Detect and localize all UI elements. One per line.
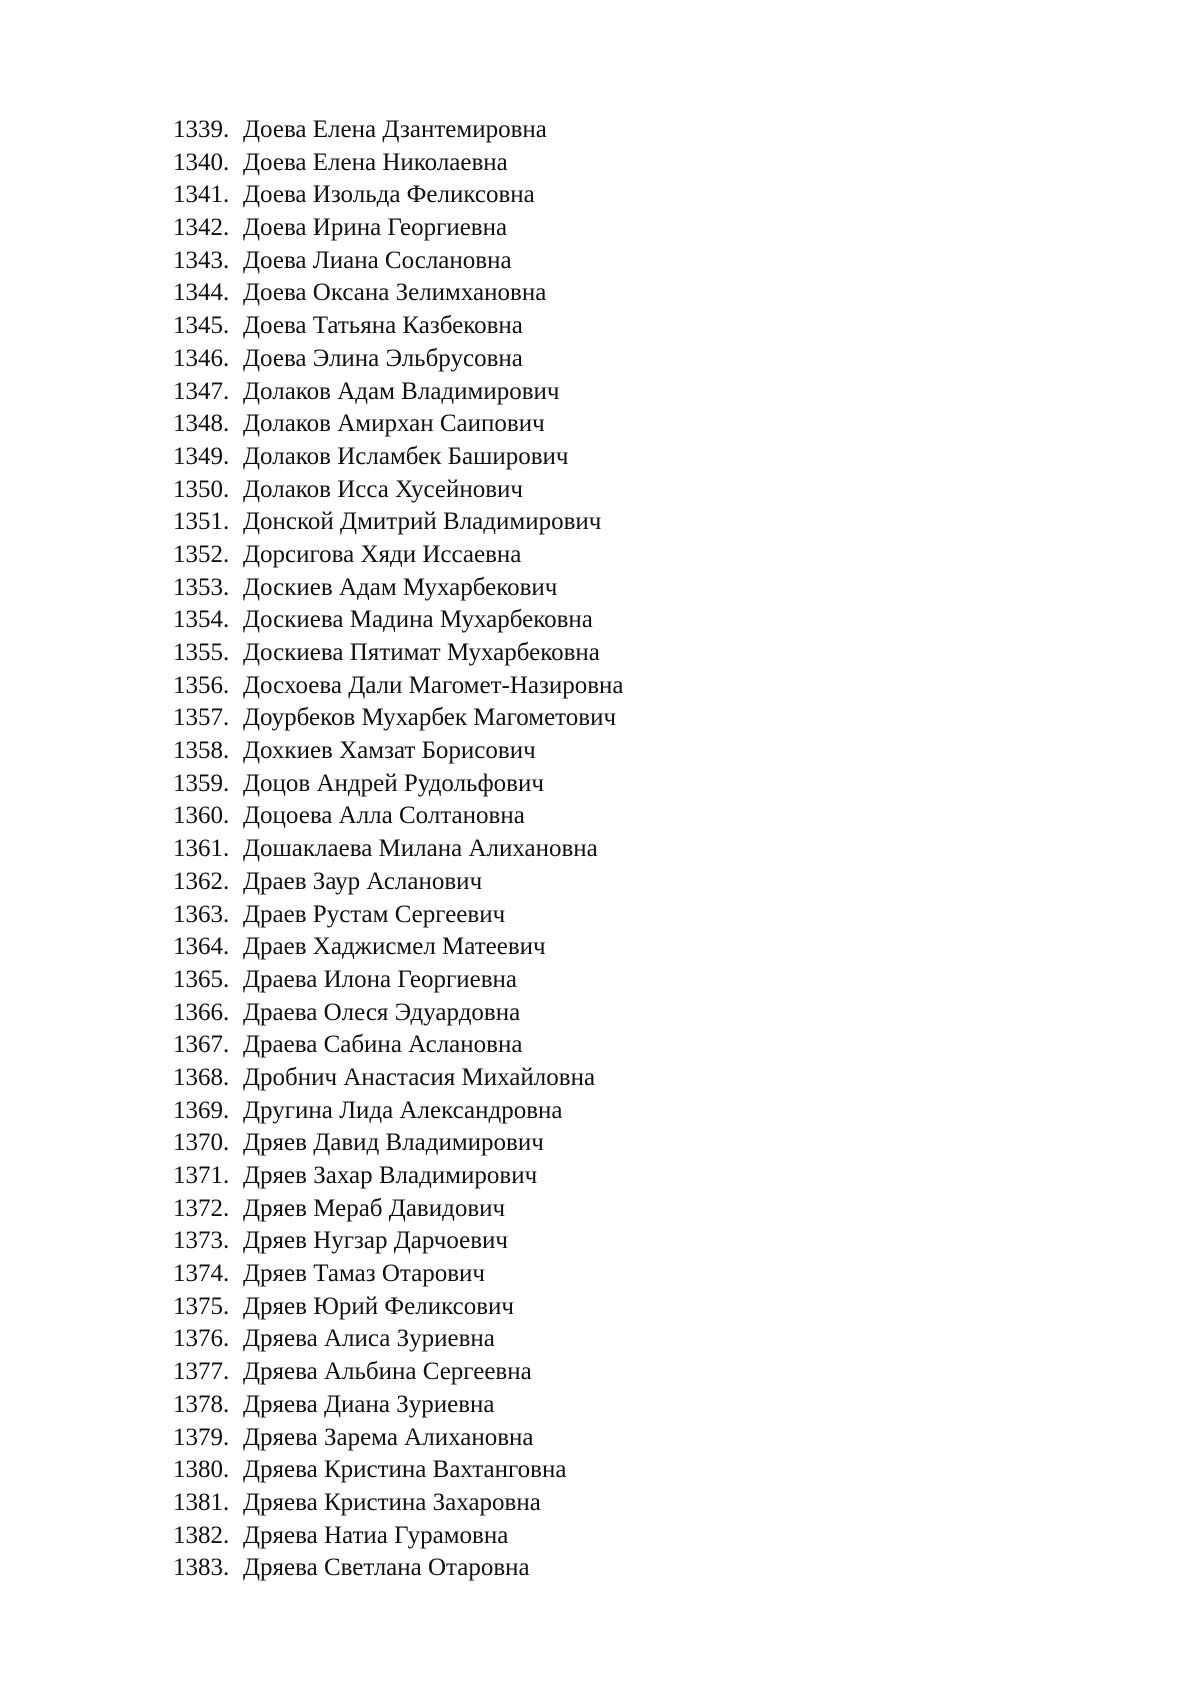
- list-item: [173, 572, 624, 605]
- list-item: [173, 1127, 624, 1160]
- entry-number: 1365.: [173, 965, 230, 993]
- list-item: [173, 670, 624, 703]
- list-item: [173, 1258, 624, 1291]
- entry-full-name: Другина Лида Александровна: [243, 1096, 563, 1124]
- list-item: [173, 179, 624, 212]
- entry-full-name: Доева Ирина Георгиевна: [243, 214, 508, 242]
- entry-full-name: Досхоева Дали Магомет-Назировна: [243, 671, 624, 699]
- entry-full-name: Дошаклаева Милана Алихановна: [243, 835, 598, 863]
- list-item: [173, 1062, 624, 1095]
- list-item: [173, 376, 624, 409]
- entry-full-name: Дряев Мераб Давидович: [243, 1194, 506, 1222]
- entry-full-name: Дорсигова Хяди Иссаевна: [243, 540, 522, 568]
- entry-full-name: Дряева Альбина Сергеевна: [243, 1358, 532, 1386]
- list-item: [173, 245, 624, 278]
- entry-number: 1339.: [173, 116, 230, 143]
- entry-number: 1341.: [173, 181, 230, 209]
- entry-full-name: Долаков Исламбек Баширович: [243, 442, 569, 470]
- entry-full-name: Драев Заур Асланович: [243, 867, 483, 895]
- entry-number: 1380.: [173, 1456, 230, 1484]
- entry-number: 1378.: [173, 1390, 230, 1418]
- entry-full-name: Дряев Давид Владимирович: [243, 1129, 544, 1157]
- list-item: [173, 506, 624, 539]
- entry-number: 1342.: [173, 214, 230, 242]
- entry-full-name: Драев Хаджисмел Матеевич: [243, 933, 546, 961]
- entry-full-name: Дряев Юрий Феликсович: [243, 1292, 514, 1320]
- entry-number: 1359.: [173, 769, 230, 797]
- entry-number: 1374.: [173, 1260, 230, 1288]
- list-item: [173, 1095, 624, 1128]
- entry-number: 1369.: [173, 1096, 230, 1124]
- list-item: [173, 702, 624, 735]
- entry-full-name: Драев Рустам Сергеевич: [243, 900, 506, 928]
- entry-full-name: Дряева Диана Зуриевна: [243, 1390, 495, 1418]
- list-item: [173, 833, 624, 866]
- entry-number: 1345.: [173, 312, 230, 340]
- entry-number: 1356.: [173, 671, 230, 699]
- entry-full-name: Дряева Кристина Вахтанговна: [243, 1456, 567, 1484]
- list-item: [173, 310, 624, 343]
- entry-number: 1375.: [173, 1292, 230, 1320]
- entry-full-name: Драева Олеся Эдуардовна: [243, 998, 521, 1026]
- list-item: [173, 964, 624, 997]
- list-item: [173, 1193, 624, 1226]
- entry-number: 1377.: [173, 1358, 230, 1386]
- entry-number: 1352.: [173, 540, 230, 568]
- list-item: [173, 1454, 624, 1487]
- entry-number: 1355.: [173, 639, 230, 666]
- entry-number: 1354.: [173, 606, 230, 634]
- list-item: [173, 899, 624, 932]
- entry-full-name: Доцоева Алла Солтановна: [243, 802, 525, 830]
- entry-full-name: Доурбеков Мухарбек Магометович: [243, 704, 617, 732]
- entry-full-name: Дряев Захар Владимирович: [243, 1162, 538, 1189]
- entry-full-name: Драева Сабина Аслановна: [243, 1031, 523, 1059]
- entry-number: 1361.: [173, 835, 230, 863]
- entry-full-name: Донской Дмитрий Владимирович: [243, 508, 602, 536]
- entry-full-name: Доева Елена Дзантемировна: [243, 116, 547, 143]
- list-item: [173, 1291, 624, 1324]
- name-list: [173, 114, 624, 1585]
- entry-number: 1351.: [173, 508, 230, 536]
- entry-number: 1347.: [173, 377, 230, 405]
- entry-full-name: Доева Татьяна Казбековна: [243, 312, 523, 340]
- entry-number: 1360.: [173, 802, 230, 830]
- list-item: [173, 441, 624, 474]
- list-item: [173, 212, 624, 245]
- list-item: [173, 1323, 624, 1356]
- list-item: [173, 1520, 624, 1553]
- entry-full-name: Долаков Адам Владимирович: [243, 377, 560, 405]
- list-item: [173, 147, 624, 180]
- entry-number: 1357.: [173, 704, 230, 732]
- entry-number: 1370.: [173, 1129, 230, 1157]
- list-item: [173, 1225, 624, 1258]
- entry-full-name: Доцов Андрей Рудольфович: [243, 769, 544, 797]
- list-item: [173, 1422, 624, 1455]
- entry-full-name: Дряев Нугзар Дарчоевич: [243, 1227, 508, 1255]
- entry-number: 1371.: [173, 1162, 230, 1189]
- entry-full-name: Драева Илона Георгиевна: [243, 965, 517, 993]
- list-item: [173, 1487, 624, 1520]
- entry-full-name: Доскиев Адам Мухарбекович: [243, 573, 558, 601]
- list-item: [173, 343, 624, 376]
- entry-number: 1372.: [173, 1194, 230, 1222]
- entry-number: 1353.: [173, 573, 230, 601]
- entry-number: 1350.: [173, 475, 230, 503]
- list-item: [173, 474, 624, 507]
- entry-full-name: Дохкиев Хамзат Борисович: [243, 737, 536, 765]
- entry-full-name: Дряева Натиа Гурамовна: [243, 1521, 509, 1549]
- entry-number: 1379.: [173, 1423, 230, 1451]
- entry-number: 1381.: [173, 1488, 230, 1516]
- list-item: [173, 604, 624, 637]
- entry-number: 1343.: [173, 246, 230, 274]
- list-item: [173, 931, 624, 964]
- entry-full-name: Дряева Светлана Отаровна: [243, 1554, 530, 1582]
- entry-full-name: Доева Оксана Зелимхановна: [243, 279, 547, 307]
- entry-number: 1376.: [173, 1325, 230, 1353]
- entry-number: 1367.: [173, 1031, 230, 1059]
- entry-number: 1383.: [173, 1554, 230, 1582]
- entry-number: 1366.: [173, 998, 230, 1026]
- list-item: [173, 800, 624, 833]
- entry-full-name: Доскиева Пятимат Мухарбековна: [243, 639, 600, 666]
- entry-number: 1358.: [173, 737, 230, 765]
- entry-full-name: Дряев Тамаз Отарович: [243, 1260, 485, 1288]
- entry-number: 1344.: [173, 279, 230, 307]
- list-item: [173, 408, 624, 441]
- list-item: [173, 1356, 624, 1389]
- list-item: [173, 735, 624, 768]
- entry-full-name: Долаков Исса Хусейнович: [243, 475, 523, 503]
- list-item: [173, 997, 624, 1030]
- entry-number: 1382.: [173, 1521, 230, 1549]
- entry-number: 1348.: [173, 410, 230, 438]
- entry-full-name: Долаков Амирхан Саипович: [243, 410, 545, 438]
- list-item: [173, 114, 624, 147]
- list-item: [173, 1029, 624, 1062]
- entry-full-name: Доскиева Мадина Мухарбековна: [243, 606, 593, 634]
- list-item: [173, 637, 624, 670]
- list-item: [173, 1389, 624, 1422]
- entry-full-name: Дробнич Анастасия Михайловна: [243, 1063, 596, 1091]
- list-item: [173, 866, 624, 899]
- list-item: [173, 277, 624, 310]
- list-item: [173, 1552, 624, 1585]
- entry-full-name: Дряева Кристина Захаровна: [243, 1488, 541, 1516]
- entry-number: 1363.: [173, 900, 230, 928]
- entry-number: 1373.: [173, 1227, 230, 1255]
- entry-full-name: Дряева Зарема Алихановна: [243, 1423, 534, 1451]
- entry-full-name: Доева Изольда Феликсовна: [243, 181, 535, 209]
- entry-number: 1364.: [173, 933, 230, 961]
- entry-full-name: Доева Лиана Сослановна: [243, 246, 512, 274]
- entry-full-name: Дряева Алиса Зуриевна: [243, 1325, 495, 1353]
- list-item: [173, 768, 624, 801]
- entry-full-name: Доева Елена Николаевна: [243, 148, 508, 176]
- entry-full-name: Доева Элина Эльбрусовна: [243, 344, 523, 372]
- list-item: [173, 539, 624, 572]
- entry-number: 1340.: [173, 148, 230, 176]
- entry-number: 1346.: [173, 344, 230, 372]
- entry-number: 1349.: [173, 442, 230, 470]
- entry-number: 1368.: [173, 1063, 230, 1091]
- list-item: [173, 1160, 624, 1193]
- entry-number: 1362.: [173, 867, 230, 895]
